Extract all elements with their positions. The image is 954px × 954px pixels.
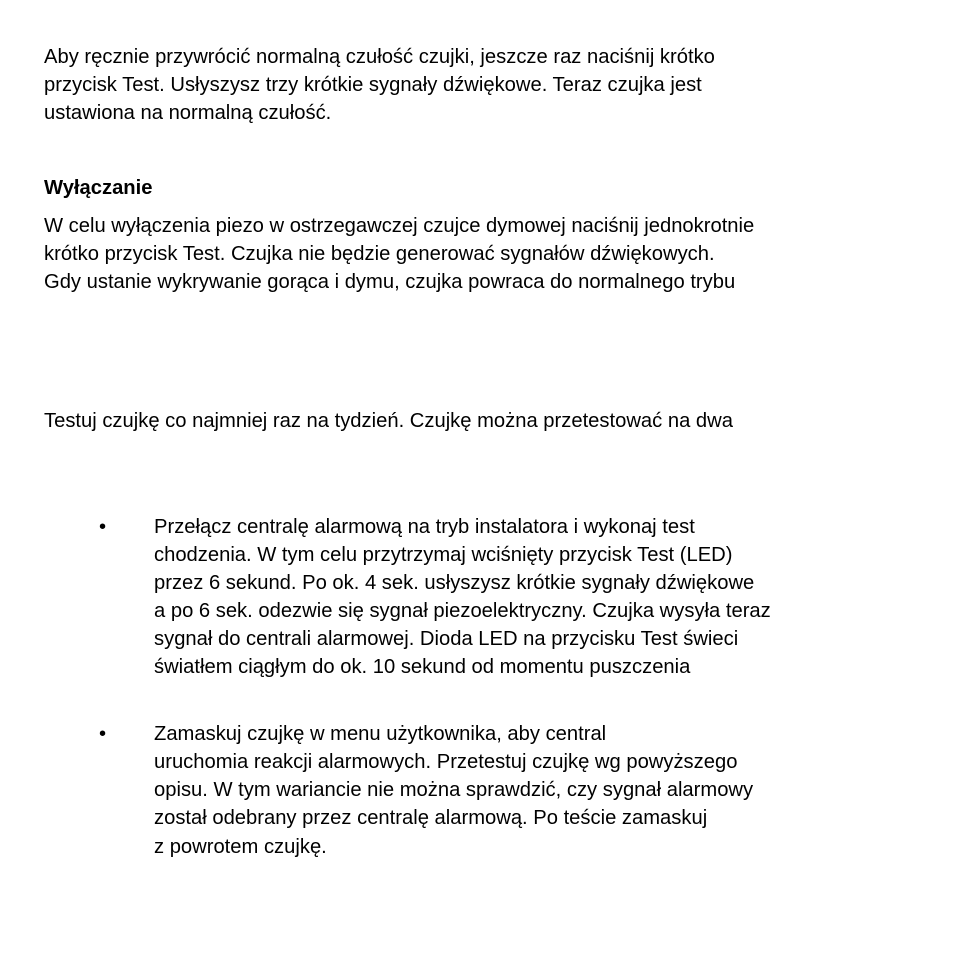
bullet-marker: • xyxy=(99,516,107,538)
bullet-marker: • xyxy=(99,723,107,745)
paragraph-2-line-2: krótko przycisk Test. Czujka nie będzie generować sygnałów dźwiękowych. xyxy=(44,243,715,265)
bullet-1-line-1: Przełącz centralę alarmową na tryb instalatora i wykonaj test xyxy=(154,516,695,538)
bullet-2-line-1: Zamaskuj czujkę w menu użytkownika, aby central xyxy=(154,723,607,745)
bullet-1-line-3: przez 6 sekund. Po ok. 4 sek. usłyszysz krótkie sygnały dźwiękowe xyxy=(154,572,755,594)
section-heading-wylaczanie: Wyłączanie xyxy=(44,177,153,199)
bullet-2-line-2: uruchomia reakcji alarmowych. Przetestuj czujkę wg powyższego xyxy=(154,751,738,773)
bullet-1-line-5: sygnał do centrali alarmowej. Dioda LED na przycisku Test świeci xyxy=(154,628,739,650)
bullet-1-line-2: chodzenia. W tym celu przytrzymaj wciśnięty przycisk Test (LED) xyxy=(154,544,733,566)
paragraph-1-line-3: ustawiona na normalną czułość. xyxy=(44,102,332,124)
bullet-1-line-6: światłem ciągłym do ok. 10 sekund od momentu puszczenia xyxy=(154,656,691,678)
bullet-2-line-5: z powrotem czujkę. xyxy=(154,836,327,858)
paragraph-1-line-2: przycisk Test. Usłyszysz trzy krótkie sygnały dźwiękowe. Teraz czujka jest xyxy=(44,74,702,96)
paragraph-3: Testuj czujkę co najmniej raz na tydzień. Czujkę można przetestować na dwa xyxy=(44,410,733,432)
paragraph-2-line-1: W celu wyłączenia piezo w ostrzegawczej czujce dymowej naciśnij jednokrotnie xyxy=(44,215,755,237)
bullet-1-line-4: a po 6 sek. odezwie się sygnał piezoelektryczny. Czujka wysyła teraz xyxy=(154,600,771,622)
paragraph-2-line-3: Gdy ustanie wykrywanie gorąca i dymu, czujka powraca do normalnego trybu xyxy=(44,271,736,293)
bullet-2-line-4: został odebrany przez centralę alarmową. Po teście zamaskuj xyxy=(154,807,708,829)
paragraph-1-line-1: Aby ręcznie przywrócić normalną czułość czujki, jeszcze raz naciśnij krótko xyxy=(44,46,715,68)
bullet-2-line-3: opisu. W tym wariancie nie można sprawdzić, czy sygnał alarmowy xyxy=(154,779,754,801)
